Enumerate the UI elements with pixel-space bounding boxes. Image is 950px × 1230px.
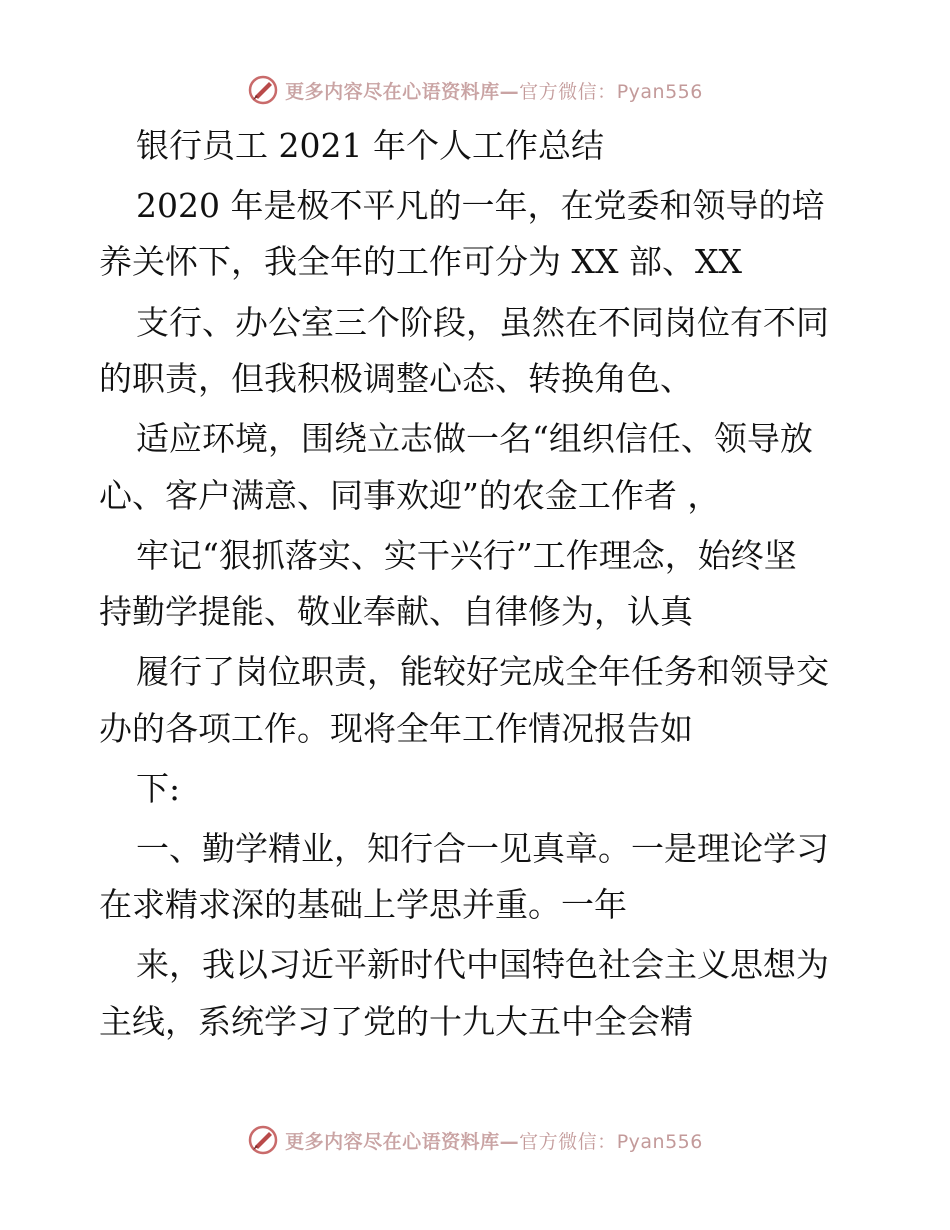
banner-text — [285, 1127, 703, 1154]
document-title: 银行员工 2021 年个人工作总结 — [136, 126, 604, 165]
banner-main-text: 更多内容尽在心语资料库 — [285, 80, 500, 103]
banner-wechat-label: 官方微信： — [519, 1130, 617, 1153]
paragraph-line: 的职责，但我积极调整心态、转换角色、 — [99, 359, 693, 398]
banner-wechat-label: 官方微信： — [519, 80, 617, 103]
brand-logo-icon — [247, 74, 279, 106]
banner-wechat-id: Pyan556 — [616, 80, 703, 103]
paragraph-line: 支行、办公室三个阶段，虽然在不同岗位有不同 — [136, 303, 829, 342]
paragraph-line: 适应环境，围绕立志做一名“组织信任、领导放 — [136, 419, 813, 458]
paragraph-line: 履行了岗位职责，能较好完成全年任务和领导交 — [136, 652, 829, 691]
paragraph-line: 下: — [136, 769, 181, 808]
banner-wechat-id: Pyan556 — [616, 1130, 703, 1153]
paragraph-line: 心、客户满意、同事欢迎”的农金工作者 ， — [99, 476, 721, 515]
paragraph-line: 一、勤学精业，知行合一见真章。一是理论学习 — [136, 829, 829, 868]
paragraph-line: 在求精求深的基础上学思并重。一年 — [99, 885, 627, 924]
paragraph-line: 办的各项工作。现将全年工作情况报告如 — [99, 709, 693, 748]
banner-dash: — — [499, 1130, 520, 1153]
banner-dash: — — [499, 80, 520, 103]
banner-text — [285, 77, 703, 104]
paragraph-line: 2020 年是极不平凡的一年，在党委和领导的培 — [136, 186, 825, 225]
paragraph-line: 来，我以习近平新时代中国特色社会主义思想为 — [136, 945, 829, 984]
header-banner — [0, 72, 950, 108]
brand-logo-icon — [247, 1124, 279, 1156]
banner-main-text: 更多内容尽在心语资料库 — [285, 1130, 500, 1153]
footer-banner — [0, 1122, 950, 1158]
paragraph-line: 牢记“狠抓落实、实干兴行”工作理念，始终坚 — [136, 536, 797, 575]
paragraph-line: 持勤学提能、敬业奉献、自律修为，认真 — [99, 592, 693, 631]
paragraph-line: 养关怀下，我全年的工作可分为 XX 部、XX — [99, 242, 742, 281]
paragraph-line: 主线，系统学习了党的十九大五中全会精 — [99, 1002, 693, 1041]
